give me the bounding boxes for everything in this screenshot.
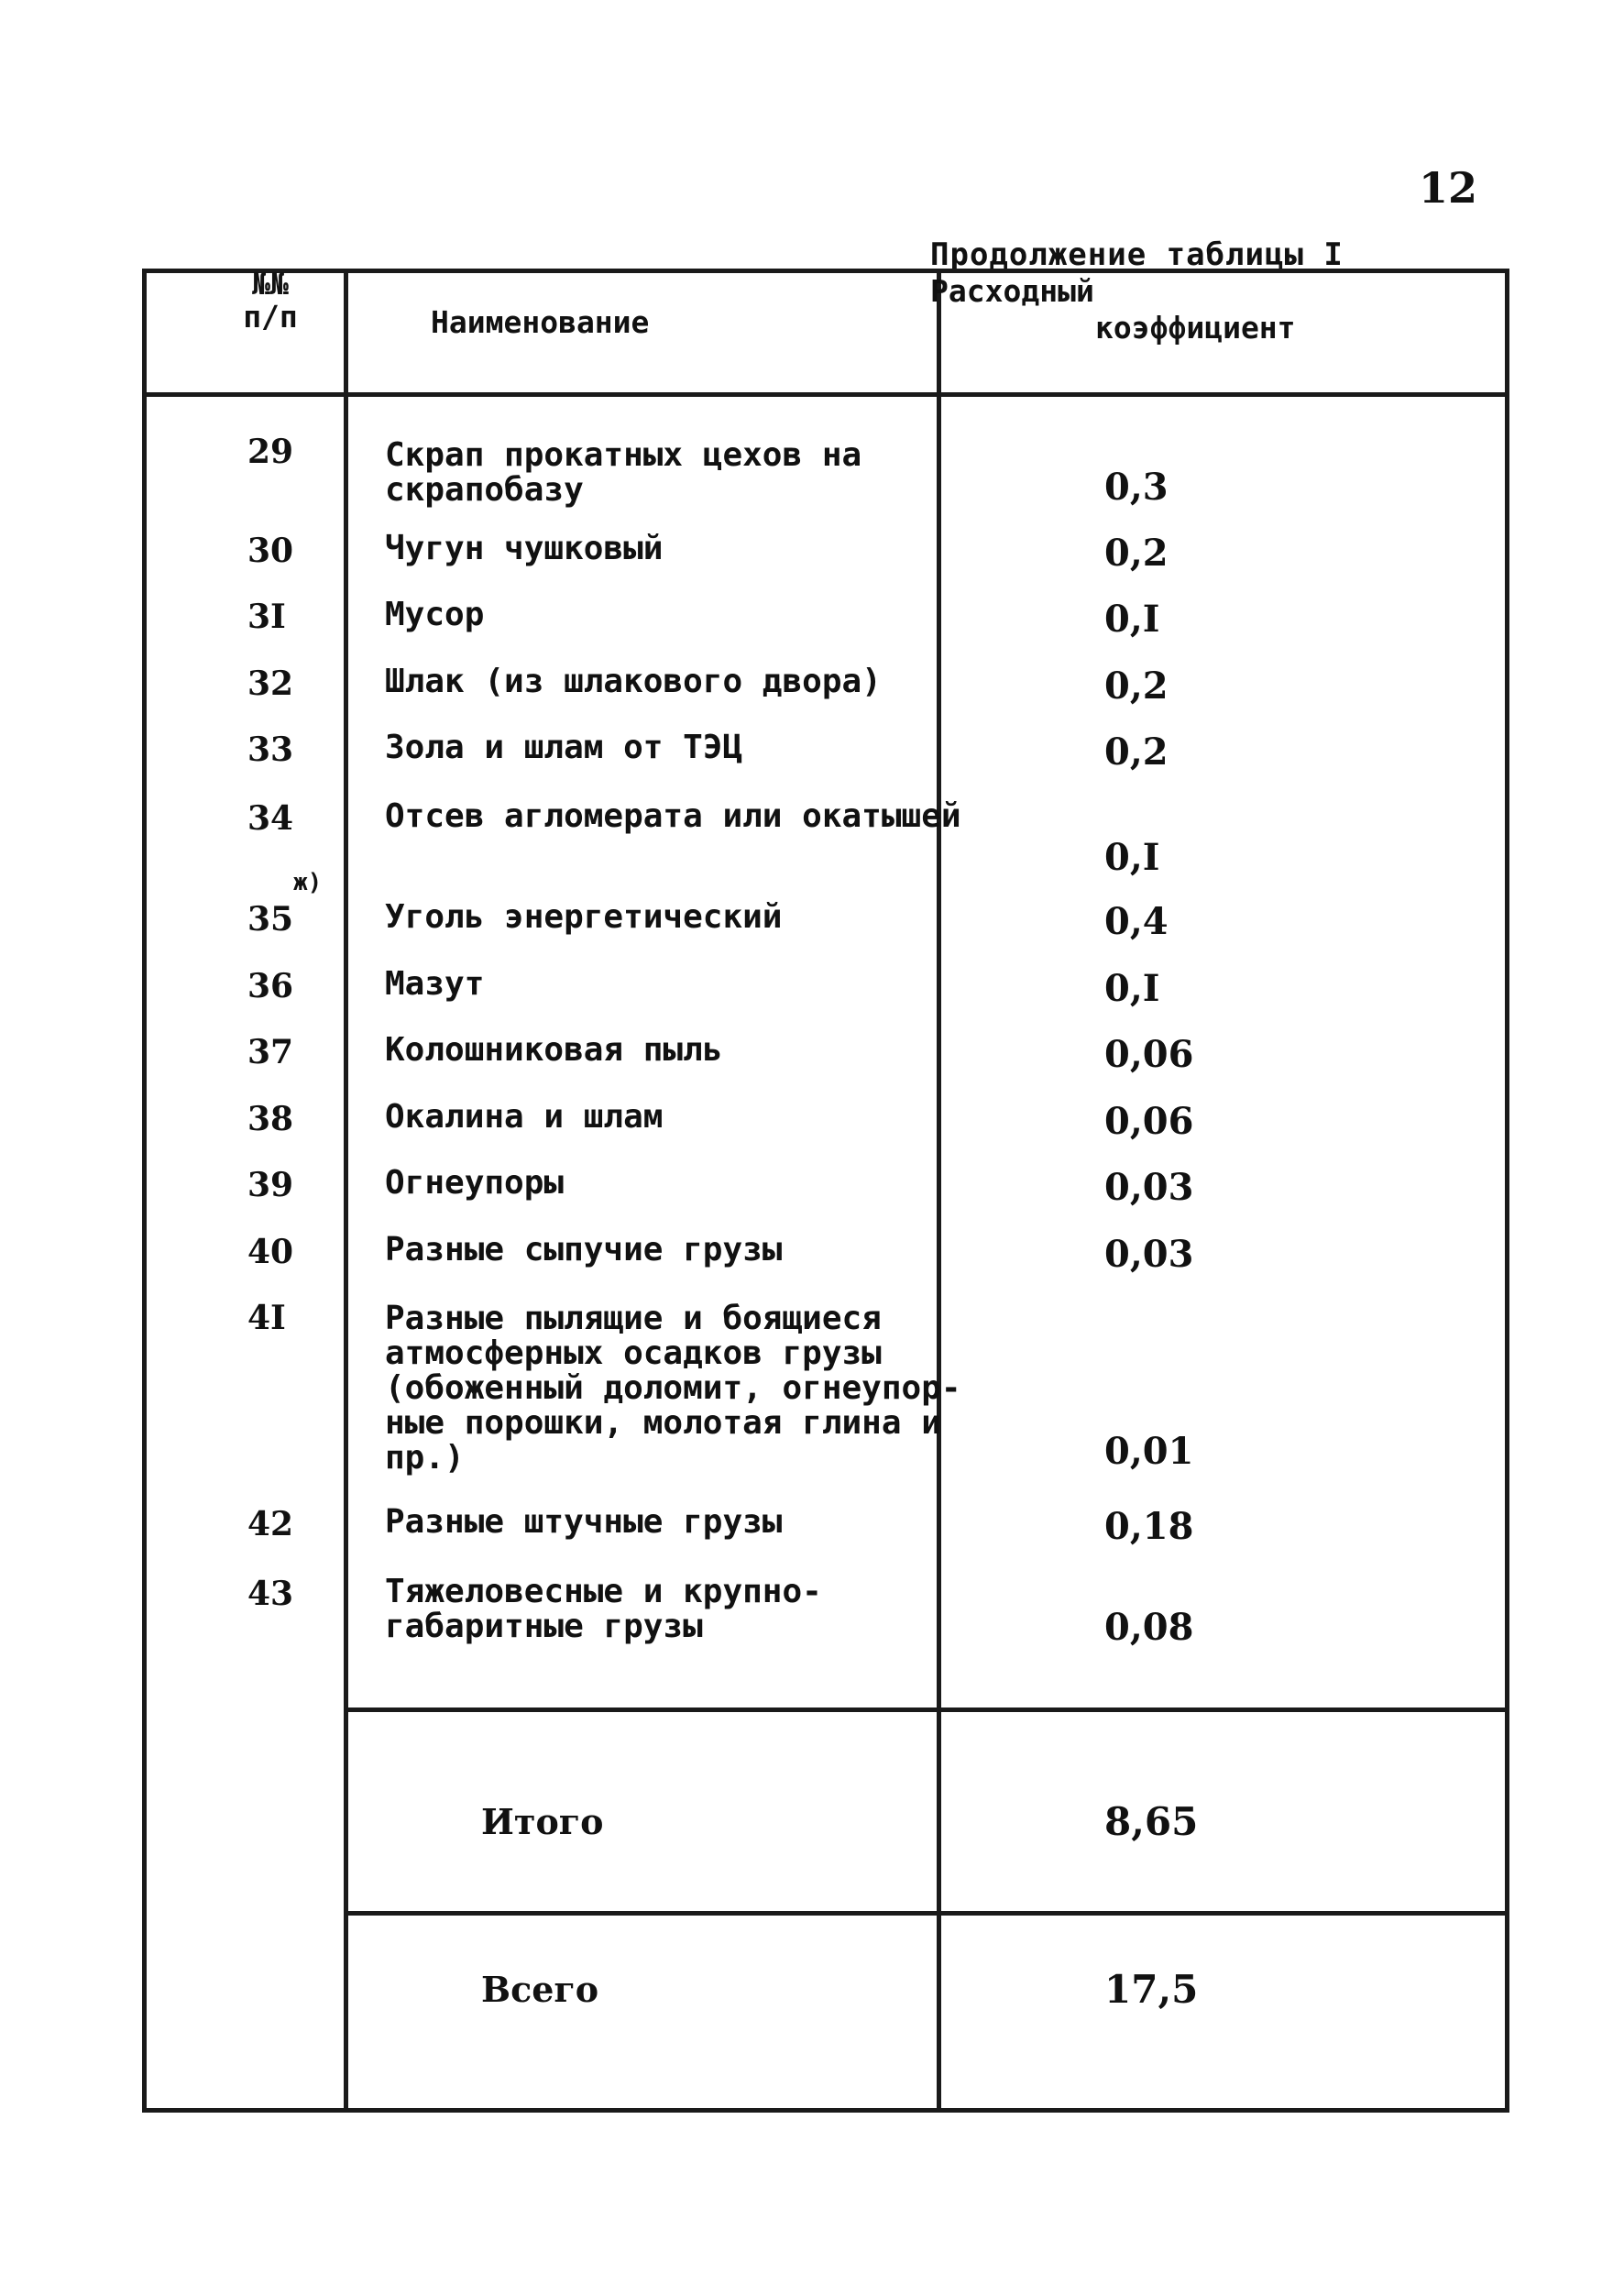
header-name: Наименование <box>431 304 650 340</box>
row-name: Разные штучные грузы <box>385 1503 783 1541</box>
row-number: 36 <box>247 967 294 1005</box>
row-number: 29 <box>247 433 294 471</box>
row-name: Уголь энергетический <box>385 898 783 936</box>
row-number: 33 <box>247 730 294 769</box>
grand-total-label: Всего <box>481 1969 599 2010</box>
row-coefficient: 0,I <box>1104 967 1160 1010</box>
row-coefficient: 0,03 <box>1104 1233 1194 1276</box>
header-coef-line2: коэффициент <box>1095 310 1296 346</box>
row-coefficient: 0,06 <box>1104 1033 1194 1076</box>
row-name: Мусор <box>385 596 485 633</box>
table-caption: Продолжение таблицы I <box>930 236 1344 273</box>
row-coefficient: 0,2 <box>1104 730 1169 774</box>
totals-divider <box>348 1911 1505 1916</box>
row-coefficient: 0,I <box>1104 836 1160 879</box>
row-name: Колошниковая пыль <box>385 1031 723 1069</box>
row-coefficient: 0,03 <box>1104 1166 1194 1209</box>
row-coefficient: 0,3 <box>1104 466 1169 509</box>
row-coefficient: 0,06 <box>1104 1100 1194 1143</box>
row-name: Чугун чушковый <box>385 530 664 567</box>
row-coefficient: 0,2 <box>1104 532 1169 575</box>
header-divider <box>147 392 1505 397</box>
footnote-mark: ж) <box>293 869 323 896</box>
row-number: 43 <box>247 1575 294 1613</box>
row-name: Зола и шлам от ТЭЦ <box>385 729 743 766</box>
row-number: 42 <box>247 1505 294 1543</box>
row-name: Разные сыпучие грузы <box>385 1231 783 1268</box>
row-coefficient: 0,01 <box>1104 1430 1194 1473</box>
row-name: Окалина и шлам <box>385 1098 664 1136</box>
row-coefficient: 0,08 <box>1104 1606 1194 1649</box>
row-number: 34 <box>247 799 294 838</box>
row-number: 32 <box>247 664 294 703</box>
row-name: Отсев агломерата или окатышей <box>385 797 961 835</box>
row-number: 3I <box>247 598 286 636</box>
total-label: Итого <box>481 1801 604 1842</box>
header-coef-line1: Расходный <box>930 273 1094 309</box>
row-name: Тяжеловесные и крупно- габаритные грузы <box>385 1573 822 1645</box>
row-coefficient: 0,I <box>1104 598 1160 641</box>
row-number: 40 <box>247 1233 294 1271</box>
column-divider <box>344 273 348 2108</box>
row-number: 39 <box>247 1166 294 1204</box>
row-name: Шлак (из шлакового двора) <box>385 663 882 700</box>
row-coefficient: 0,18 <box>1104 1505 1194 1548</box>
row-coefficient: 0,4 <box>1104 900 1169 943</box>
page-number: 12 <box>1419 163 1478 213</box>
row-number: 37 <box>247 1033 294 1071</box>
row-number: 30 <box>247 532 294 570</box>
header-num: №№ п/п <box>243 266 298 335</box>
grand-total-value: 17,5 <box>1104 1967 1199 2012</box>
row-name: Скрап прокатных цехов на скрапобазу <box>385 436 862 509</box>
row-name: Мазут <box>385 965 485 1003</box>
row-coefficient: 0,2 <box>1104 664 1169 708</box>
totals-divider <box>348 1707 1505 1712</box>
row-number: 35 <box>247 900 294 939</box>
row-name: Разные пылящие и боящиеся атмосферных осадков грузы (обоженный доломит, огнеупор- ные порошки, молотая глина и пр.) <box>385 1300 961 1477</box>
row-number: 4I <box>247 1299 286 1337</box>
row-name: Огнеупоры <box>385 1164 565 1202</box>
row-number: 38 <box>247 1100 294 1138</box>
total-value: 8,65 <box>1104 1799 1199 1844</box>
